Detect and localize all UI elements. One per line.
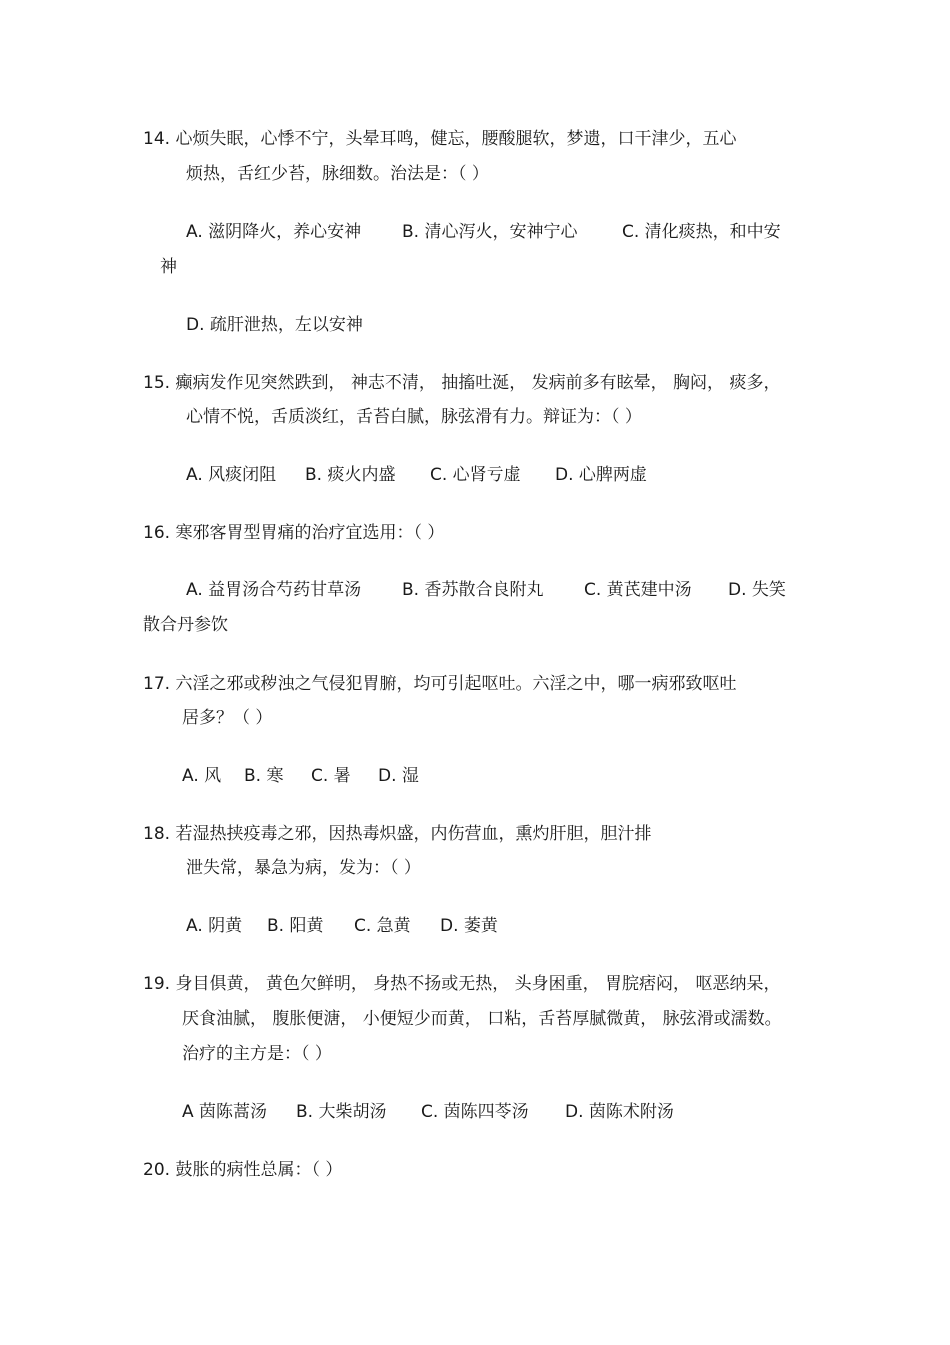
- option-b: B. 寒: [244, 766, 284, 786]
- option-d: D. 湿: [378, 766, 419, 786]
- option-c: C. 黄芪建中汤: [584, 580, 692, 600]
- option-c: C. 急黄: [354, 916, 411, 936]
- question-text: 烦热，舌红少苔，脉细数。治法是：（ ）: [186, 164, 489, 184]
- option-c: C. 茵陈四苓汤: [421, 1102, 529, 1122]
- question-text: 厌食油腻， 腹胀便溏， 小便短少而黄， 口粘，舌苔厚腻微黄， 脉弦滑或濡数。: [182, 1009, 782, 1029]
- question-text: 19. 身目俱黄， 黄色欠鲜明， 身热不扬或无热， 头身困重， 胃脘痞闷， 呕恶纳呆，: [143, 974, 781, 994]
- question-text: 泄失常，暴急为病，发为：（ ）: [186, 858, 421, 878]
- question-text: 20. 鼓胀的病性总属：（ ）: [143, 1160, 343, 1180]
- question-text: 治疗的主方是：（ ）: [182, 1044, 332, 1064]
- option-b: B. 大柴胡汤: [296, 1102, 387, 1122]
- option-d: D. 心脾两虚: [555, 465, 647, 485]
- option-b: B. 痰火内盛: [305, 465, 396, 485]
- question-text: 居多？（ ）: [182, 708, 273, 728]
- question-text: 16. 寒邪客胃型胃痛的治疗宜选用：（ ）: [143, 523, 445, 543]
- question-text: 14. 心烦失眠，心悸不宁，头晕耳鸣，健忘，腰酸腿软，梦遗，口干津少，五心: [143, 129, 737, 149]
- option-a: A. 益胃汤合芍药甘草汤: [186, 580, 362, 600]
- option-c: C. 暑: [311, 766, 351, 786]
- question-text: 15. 癫病发作见突然跌到， 神志不清， 抽搐吐涎， 发病前多有眩晕， 胸闷， 痰多，: [143, 373, 781, 393]
- option-a: A 茵陈蒿汤: [182, 1102, 268, 1122]
- option-a: A. 风: [182, 766, 222, 786]
- question-text: 18. 若湿热挟疫毒之邪，因热毒炽盛，内伤营血，熏灼肝胆，胆汁排: [143, 824, 652, 844]
- option-b: B. 阳黄: [267, 916, 324, 936]
- option-d: D. 茵陈术附汤: [565, 1102, 674, 1122]
- option-c: C. 清化痰热，和中安: [622, 222, 781, 242]
- option-a: A. 风痰闭阻: [186, 465, 277, 485]
- option-c-wrap: 神: [160, 257, 177, 277]
- option-a: A. 滋阴降火，养心安神: [186, 222, 362, 242]
- question-text: 心情不悦，舌质淡红，舌苔白腻，脉弦滑有力。辩证为：（ ）: [186, 407, 642, 427]
- option-b: B. 香苏散合良附丸: [402, 580, 544, 600]
- option-b: B. 清心泻火，安神宁心: [402, 222, 578, 242]
- option-d: D. 疏肝泄热，左以安神: [186, 315, 363, 335]
- option-a: A. 阴黄: [186, 916, 243, 936]
- option-c: C. 心肾亏虚: [430, 465, 521, 485]
- question-text: 17. 六淫之邪或秽浊之气侵犯胃腑，均可引起呕吐。六淫之中，哪一病邪致呕吐: [143, 674, 737, 694]
- option-d: D. 萎黄: [440, 916, 498, 936]
- option-d: D. 失笑: [728, 580, 786, 600]
- option-d-wrap: 散合丹参饮: [143, 615, 228, 635]
